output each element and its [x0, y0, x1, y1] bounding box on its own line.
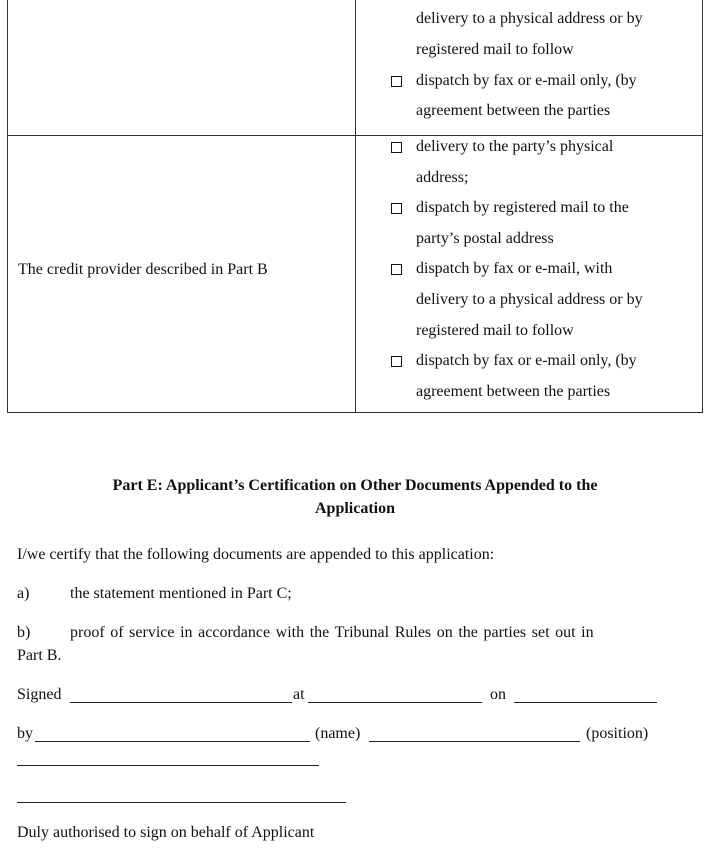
methods-cell: [356, 135, 703, 412]
checkbox-fax-email-only[interactable]: [391, 356, 402, 367]
party-cell: [8, 0, 356, 135]
by-line[interactable]: [35, 741, 310, 742]
method-text: delivery to the party’s physical: [416, 137, 614, 155]
list-item: proof of service in accordance with the Tribunal Rules on the parties set out in: [70, 624, 594, 641]
service-method-table: [7, 0, 703, 413]
footer-authorised: Duly authorised to sign on behalf of Applicant: [17, 824, 315, 841]
checkbox-registered-mail[interactable]: [391, 203, 402, 214]
party-label: The credit provider described in Part B: [18, 260, 268, 278]
method-text: dispatch by registered mail to the: [416, 198, 629, 216]
method-text: delivery to a physical address or by: [416, 10, 643, 27]
list-item: the statement mentioned in Part C;: [70, 585, 292, 602]
part-e-heading-cont: Application: [314, 500, 395, 517]
method-text: party’s postal address: [416, 229, 554, 247]
party-cell: [8, 135, 356, 412]
name-label: (name): [315, 725, 361, 742]
list-marker: b): [17, 624, 31, 641]
checkbox-physical-address[interactable]: [391, 142, 402, 153]
checkbox-fax-email-follow[interactable]: [391, 264, 402, 275]
method-text: dispatch by fax or e-mail, with: [416, 259, 613, 277]
list-marker: a): [17, 585, 30, 602]
position-label: (position): [586, 725, 649, 742]
methods-cell: [356, 0, 703, 135]
on-line[interactable]: [514, 702, 657, 703]
signed-line[interactable]: [70, 702, 292, 703]
method-text: registered mail to follow: [416, 321, 574, 339]
method-text: delivery to a physical address or by: [416, 290, 643, 308]
table-row: [8, 135, 703, 412]
method-text: dispatch by fax or e-mail only, (by: [416, 351, 637, 369]
signature-line[interactable]: [17, 765, 319, 766]
checkbox-fax-email-only[interactable]: [391, 76, 402, 87]
list-item-cont: Part B.: [17, 647, 62, 664]
certify-intro: I/we certify that the following documents are appended to this application:: [17, 546, 495, 563]
position-line[interactable]: [369, 741, 580, 742]
on-label: on: [490, 686, 506, 703]
method-text: agreement between the parties: [416, 382, 611, 400]
method-text: dispatch by fax or e-mail only, (by: [416, 72, 637, 89]
by-label: by: [17, 725, 33, 742]
method-text: address;: [416, 168, 469, 186]
method-text: registered mail to follow: [416, 41, 574, 58]
part-e-heading: Part E: Applicant’s Certification on Other Documents Appended to the: [112, 477, 598, 494]
at-line[interactable]: [308, 702, 482, 703]
method-text: agreement between the parties: [416, 102, 611, 119]
signed-label: Signed: [17, 686, 62, 703]
signature-line[interactable]: [17, 802, 346, 803]
at-label: at: [293, 686, 305, 703]
table-row: [8, 0, 703, 135]
